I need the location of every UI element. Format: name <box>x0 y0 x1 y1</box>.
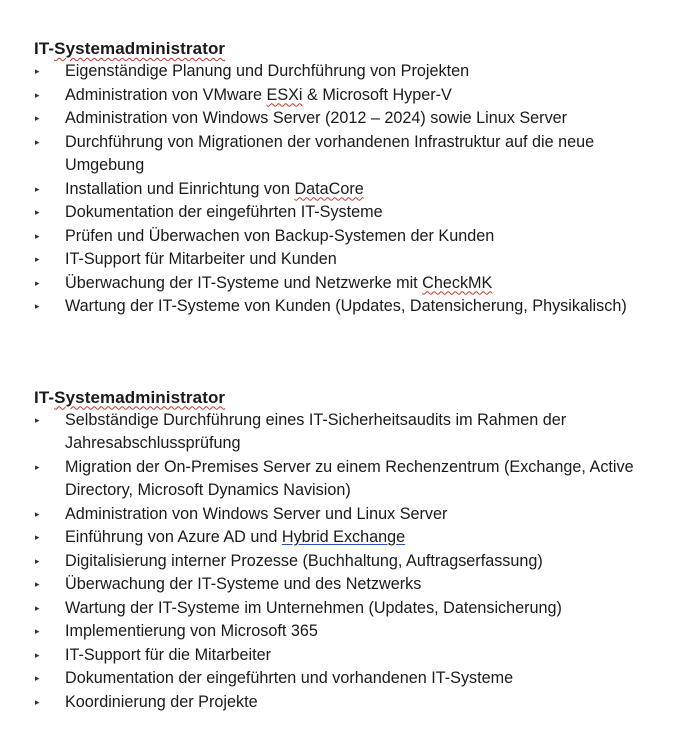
bullet-icon: ▸ <box>35 301 40 311</box>
list-item <box>34 550 680 574</box>
bullet-icon: ▸ <box>35 626 40 636</box>
heading-prefix: IT- <box>34 387 55 407</box>
list-item <box>34 131 680 178</box>
list-item <box>34 526 680 550</box>
job-section-2 <box>34 387 680 715</box>
bullet-icon: ▸ <box>35 230 40 241</box>
list-item-text: Digitalisierung interner Prozesse (Buchhaltung, Auftragserfassung) <box>65 551 543 570</box>
list-item-term: Hybrid Exchange <box>281 528 406 546</box>
bullet-icon: ▸ <box>35 136 40 147</box>
list-item-text: IT-Support für die Mitarbeiter <box>65 645 272 664</box>
list-item-term: DataCore <box>294 179 364 198</box>
list-item-text: Wartung der IT-Systeme von Kunden (Updates, Datensicherung, Physikalisch) <box>65 297 627 315</box>
bullet-icon: ▸ <box>35 66 40 76</box>
bullet-icon: ▸ <box>35 673 40 683</box>
list-item <box>34 573 680 597</box>
list-item <box>34 597 680 621</box>
list-item-text: Migration der On-Premises Server zu einem Rechenzentrum (Exchange, Active Directory, Microsoft Dynamics Navision) <box>65 457 634 499</box>
list-item-text: Überwachung der IT-Systeme und des Netzwerks <box>65 575 422 593</box>
bullet-icon: ▸ <box>35 89 40 100</box>
list-item <box>34 691 680 715</box>
bullet-icon: ▸ <box>35 602 40 613</box>
list-item <box>34 644 680 668</box>
heading-prefix: IT- <box>34 39 55 58</box>
heading-title: Systemadministrator <box>54 387 226 407</box>
bullet-icon: ▸ <box>35 277 40 288</box>
list-item-text: Installation und Einrichtung von <box>65 179 295 198</box>
list-item-text: Koordinierung der Projekte <box>65 692 258 711</box>
list-item <box>34 667 680 691</box>
list-item-text: Administration von VMware <box>65 85 267 104</box>
bullet-icon: ▸ <box>35 696 40 707</box>
section-heading <box>34 387 680 408</box>
heading-title: Systemadministrator <box>54 39 226 58</box>
list-item <box>34 503 680 527</box>
job-section-1 <box>34 38 680 319</box>
section-heading <box>34 38 680 59</box>
list-item-text: Selbständige Durchführung eines IT-Sicherheitsaudits im Rahmen der Jahresabschlussprüfung <box>65 410 567 452</box>
list-item-text: Einführung von Azure AD und <box>65 528 282 546</box>
list-item-text: Administration von Windows Server und Linux Server <box>65 504 448 523</box>
list-item <box>34 107 680 131</box>
list-item-text: Dokumentation der eingeführten IT-Systeme <box>65 203 383 221</box>
list-item-term: ESXi <box>266 85 303 104</box>
list-item-text: Dokumentation der eingeführten und vorhandenen IT-Systeme <box>65 669 514 687</box>
list-item <box>34 456 680 503</box>
bullet-icon: ▸ <box>35 461 40 472</box>
bullet-icon: ▸ <box>35 414 40 425</box>
bullet-icon: ▸ <box>35 649 40 660</box>
bullet-icon: ▸ <box>35 207 40 217</box>
list-item <box>34 272 680 296</box>
bullet-icon: ▸ <box>35 555 40 566</box>
list-item-text: Wartung der IT-Systeme im Unternehmen (Updates, Datensicherung) <box>65 598 562 617</box>
list-item-text: Überwachung der IT-Systeme und Netzwerke mit <box>65 273 423 292</box>
list-item <box>34 225 680 249</box>
list-item <box>34 409 680 456</box>
list-item-text: & Microsoft Hyper-V <box>302 85 452 104</box>
list-item-text: Durchführung von Migrationen der vorhandenen Infrastruktur auf die neue Umgebung <box>65 132 595 174</box>
list-item <box>34 178 680 202</box>
bullet-icon: ▸ <box>35 508 40 519</box>
list-item <box>34 295 680 319</box>
bullet-icon: ▸ <box>35 183 40 194</box>
list-item <box>34 620 680 644</box>
list-item-text: Implementierung von Microsoft 365 <box>65 622 318 640</box>
list-item-text: Administration von Windows Server (2012 – 2024) sowie Linux Server <box>65 109 568 127</box>
list-item-term: CheckMK <box>422 273 493 292</box>
bullet-icon: ▸ <box>35 532 40 542</box>
bullet-icon: ▸ <box>35 579 40 589</box>
list-item-text: IT-Support für Mitarbeiter und Kunden <box>65 250 337 268</box>
list-item <box>34 201 680 225</box>
list-item <box>34 84 680 108</box>
bullet-icon: ▸ <box>35 254 40 264</box>
list-item-text: Eigenständige Planung und Durchführung von Projekten <box>65 62 470 80</box>
list-item <box>34 248 680 272</box>
bullet-icon: ▸ <box>35 113 40 123</box>
list-item-text: Prüfen und Überwachen von Backup-Systemen der Kunden <box>65 226 495 245</box>
list-item <box>34 60 680 84</box>
